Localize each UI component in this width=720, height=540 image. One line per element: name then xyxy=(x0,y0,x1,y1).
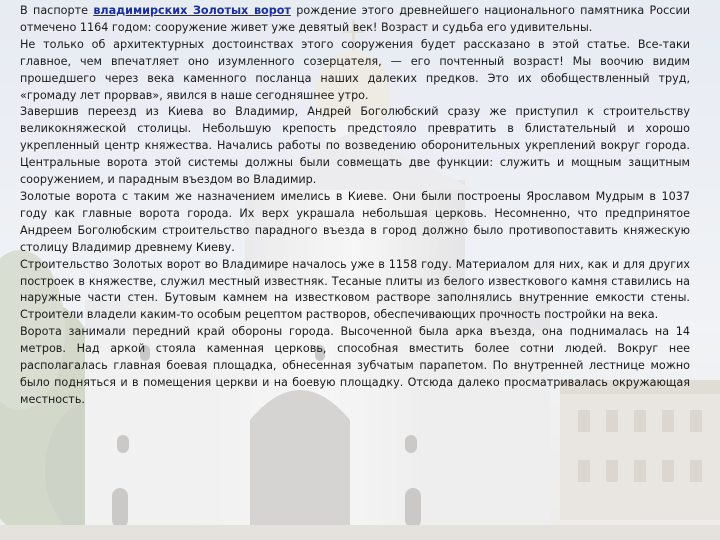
paragraph-4: Золотые ворота с таким же назначением имелись в Киеве. Они были построены Ярославом Мудрым в 1037 году как главные ворота города. Их верх украшала небольшая церковь. Несомненно, что предпринятое Андреем Боголюбским строительство парадного въезда в город должно было противопоставить княжескую столицу Владимир древнему Киеву. xyxy=(20,189,690,254)
paragraph-1-rest: рождение этого древнейшего национального памятника России отмечено 1164 годом: сооружение живет уже девятый век! Возраст и судьба его удивительны. xyxy=(20,4,690,34)
paragraph-1-intro: В паспорте xyxy=(20,4,94,17)
golden-gate-link[interactable]: владимирских Золотых ворот xyxy=(93,4,291,17)
paragraph-5: Строительство Золотых ворот во Владимире началось уже в 1158 году. Материалом для них, как и для других построек в княжестве, служил местный известняк. Тесаные плиты из белого известкового камня ставились на наружные части стен. Бутовым камнем на известковом растворе заполнялись внутренние емкости стены. Строители владели каким-то особым рецептом растворов, обеспечивающих прочность постройки на века. xyxy=(20,257,690,322)
paragraph-6: Ворота занимали передний край обороны города. Высоченной была арка въезда, она поднималась на 14 метров. Над аркой стояла каменная церковь, способная вместить более сотни людей. Вокруг нее располагалась главная боевая площадка, обнесенная зубчатым парапетом. По внутренней лестнице можно было подняться и в помещения церкви и на боевую площадку. Отсюда далеко просматривалась окружающая местность. xyxy=(20,325,690,406)
paragraph-1 xyxy=(20,3,690,37)
paragraph-2: Не только об архитектурных достоинствах этого сооружения будет рассказано в этой статье. Все-таки главное, чем впечатляет оно изумленного созерцателя, — его почтенный возраст! Мы воочию видим прошедшего через века каменного посланца наших далеких предков. Это их обобществленный труд, «громаду лет прорвав», явился в наше сегодняшнее утро. xyxy=(20,37,690,102)
paragraph-3: Завершив переезд из Киева во Владимир, Андрей Боголюбский сразу же приступил к строительству великокняжеской столицы. Небольшую крепость предстояло превратить в блистательный и хорошо укрепленный центр княжества. Начались работы по возведению оборонительных укреплений вокруг города. Центральные ворота этой системы должны были совмещать две функции: служить и мощным защитным сооружением, и парадным въездом во Владимир. xyxy=(20,105,690,187)
article-text xyxy=(20,3,690,409)
